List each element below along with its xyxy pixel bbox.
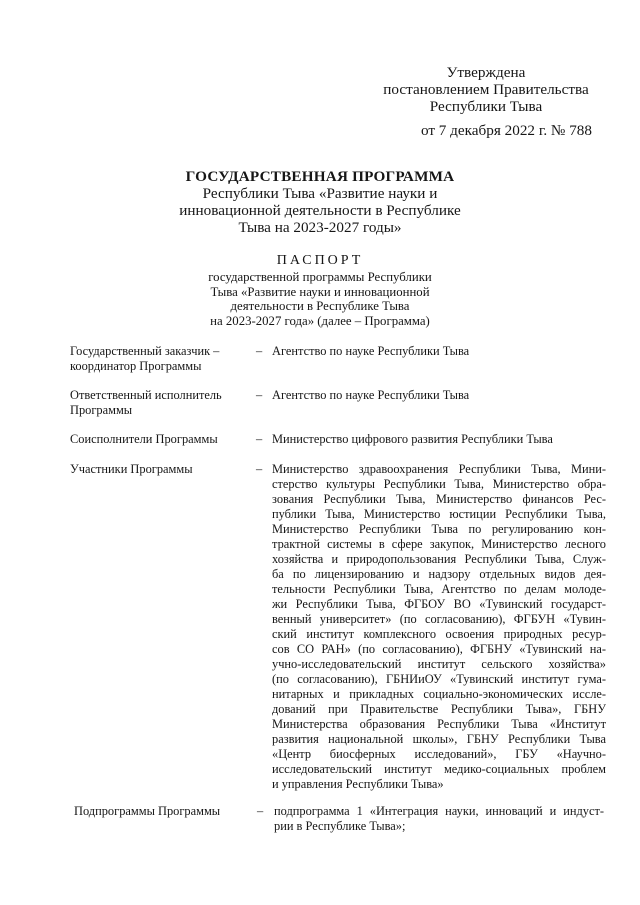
row-label-line: Подпрограммы Программы — [74, 804, 221, 818]
row-label-line: Соисполнители Программы — [70, 432, 218, 446]
row-value-line: Агентство по науке Республики Тыва — [272, 388, 470, 402]
row-value-line: исследовательский институт медико-социальных проблем — [272, 762, 606, 776]
program-title — [150, 168, 490, 236]
row-value-line: венный университет» (по согласованию), ФГБУН «Тувин- — [272, 612, 606, 626]
row-value-line: трактной системы в сфере закупок, Министерство лесного — [272, 537, 606, 551]
program-title-line: Республики Тыва «Развитие науки и — [202, 185, 438, 202]
row-value-line: ский институт комплексного освоения природных ресур- — [272, 627, 606, 641]
row-label — [70, 388, 248, 418]
program-title-line: инновационной деятельности в Республике — [179, 202, 461, 219]
row-value-line: тельности Республики Тыва, Агентство по делам молоде- — [272, 582, 606, 596]
row-value-line: Министерство Республики Тыва по регулированию кон- — [272, 522, 606, 536]
passport-title — [170, 254, 470, 329]
approval-block — [372, 64, 600, 115]
approval-line: Утверждена — [446, 64, 526, 81]
row-value-line: зования Республики Тыва, Министерство финансов Рес- — [272, 492, 606, 506]
row-label — [74, 804, 252, 819]
row-value-line: сов СО РАН» (по согласованию), ФГБНУ «Тувинский на- — [272, 642, 606, 656]
row-dash: – — [257, 804, 264, 818]
row-value-line: жи Республики Тыва, ФГБОУ ВО «Тувинский государст- — [272, 597, 606, 611]
row-value-line: хозяйства и природопользования Республики Тыва, Служ- — [272, 552, 606, 566]
passport-line: Тыва «Развитие науки и инновационной — [210, 284, 430, 299]
row-value-line: «Центр биосферных исследований», ГБУ «Научно- — [272, 747, 606, 761]
row-value — [272, 388, 606, 403]
row-value-line: учно-исследовательский институт сельского хозяйства» — [272, 657, 606, 671]
decree-date: от 7 декабря 2022 г. № 788 — [420, 122, 592, 139]
row-value-line: развития национальной школы», ГБНУ Республики Тыва — [272, 732, 606, 746]
passport-line: деятельности в Республике Тыва — [230, 299, 410, 314]
row-value — [274, 804, 604, 834]
row-label-line: Ответственный исполнитель — [70, 388, 222, 402]
row-value-line: Министерство здравоохранения Республики Тыва, Мини- — [272, 462, 606, 476]
program-title-line: Тыва на 2023-2027 годы» — [238, 219, 402, 236]
row-value-line: и управления Республики Тыва» — [272, 777, 444, 791]
row-label-line: Участники Программы — [70, 462, 193, 476]
row-dash: – — [256, 344, 263, 358]
row-value-line: Агентство по науке Республики Тыва — [272, 344, 470, 358]
row-value — [272, 462, 606, 792]
row-value-line: подпрограмма 1 «Интеграция науки, инноваций и индуст- — [274, 804, 604, 818]
program-heading: ГОСУДАРСТВЕННАЯ ПРОГРАММА — [185, 168, 455, 185]
row-label — [70, 462, 248, 477]
row-value-line: нитарных и прикладных социально-экономических иссле- — [272, 687, 606, 701]
approval-line: Республики Тыва — [429, 98, 543, 115]
row-value-line: стерство культуры Республики Тыва, Министерство обра- — [272, 477, 606, 491]
row-value-line: Министерства образования Республики Тыва «Институт — [272, 717, 606, 731]
row-value — [272, 432, 606, 447]
row-value-line: ба по лицензированию и надзору отдельных видов дея- — [272, 567, 606, 581]
row-value-line: Министерство цифрового развития Республики Тыва — [272, 432, 553, 446]
row-dash: – — [256, 388, 263, 402]
passport-line: государственной программы Республики — [208, 269, 432, 284]
row-label-line: Программы — [70, 403, 133, 417]
row-value-line: публики Тыва, Министерство юстиции Республики Тыва, — [272, 507, 606, 521]
row-value-line: (по согласованию), ГБНИиОУ «Тувинский институт гума- — [272, 672, 606, 686]
row-dash: – — [256, 462, 263, 476]
row-value — [272, 344, 606, 359]
row-value-line: рии в Республике Тыва»; — [274, 819, 406, 833]
row-dash: – — [256, 432, 263, 446]
approval-line: постановлением Правительства — [383, 81, 589, 98]
row-label-line: Государственный заказчик – — [70, 344, 220, 358]
passport-heading: ПАСПОРТ — [276, 253, 364, 268]
row-label-line: координатор Программы — [70, 359, 202, 373]
row-label — [70, 344, 248, 374]
row-label — [70, 432, 248, 447]
passport-line: на 2023-2027 года» (далее – Программа) — [210, 314, 430, 329]
row-value-line: дований при Правительстве Республики Тыва», ГБНУ — [272, 702, 606, 716]
